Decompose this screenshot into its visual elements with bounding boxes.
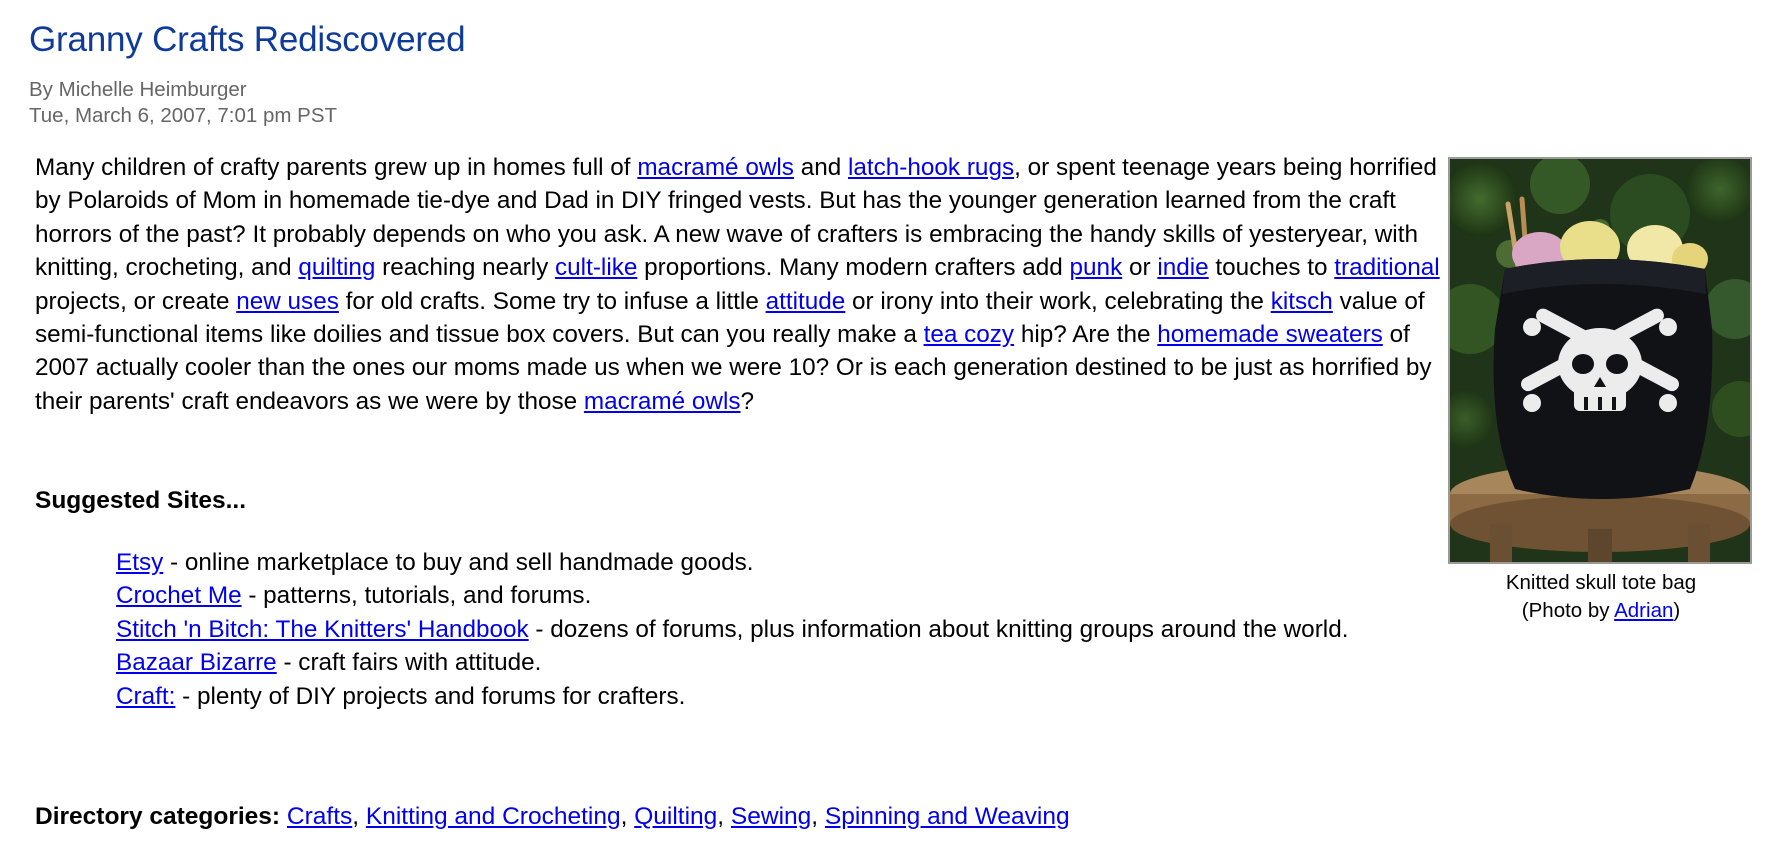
- body-text: reaching nearly: [375, 254, 556, 282]
- suggested-sites-list: [116, 546, 1416, 713]
- body-text: projects, or create: [35, 287, 237, 315]
- body-text: proportions. Many modern crafters add: [637, 254, 1070, 282]
- link-latch-hook-rugs[interactable]: latch-hook rugs: [847, 154, 1015, 181]
- knitted-skull-tote-photo: [1448, 157, 1752, 564]
- publish-date: Tue, March 6, 2007, 7:01 pm PST: [29, 104, 338, 127]
- tote-bag-illustration: [1450, 159, 1750, 562]
- site-description: - patterns, tutorials, and forums.: [241, 582, 592, 610]
- category-separator: ,: [620, 803, 635, 830]
- site-description: - plenty of DIY projects and forums for crafters.: [175, 682, 686, 710]
- site-description: - craft fairs with attitude.: [276, 649, 542, 677]
- body-text: touches to: [1208, 254, 1335, 282]
- link-indie[interactable]: indie: [1157, 254, 1209, 282]
- link-homemade-sweaters[interactable]: homemade sweaters: [1157, 321, 1383, 349]
- link-cult-like[interactable]: cult-like: [555, 254, 638, 282]
- link-tea-cozy[interactable]: tea cozy: [923, 321, 1015, 349]
- body-text: Many children of crafty parents grew up in homes full of: [35, 154, 638, 181]
- body-text: or irony into their work, celebrating the: [845, 287, 1271, 315]
- body-text: ?: [740, 387, 755, 415]
- link-traditional[interactable]: traditional: [1334, 254, 1440, 282]
- category-separator: ,: [717, 803, 731, 830]
- directory-categories: [35, 803, 1070, 831]
- site-description: - online marketplace to buy and sell handmade goods.: [163, 549, 754, 576]
- page-title: Granny Crafts Rediscovered: [29, 20, 466, 59]
- body-text: , or spent teenage years being horrified by Polaroids of Mom in homemade tie-dye and Dad in DIY fringed vests. But has the younger generation learned from the craft horrors of the past? It probably depends on who you ask. A new wave of crafters is embracing the handy skills of yesteryear, with knitting, crocheting, and: [35, 154, 1437, 282]
- category-link-knitting-crocheting[interactable]: Knitting and Crocheting: [365, 803, 621, 830]
- site-link-craft[interactable]: Craft:: [116, 682, 176, 710]
- caption-credit: [1448, 597, 1754, 625]
- body-text: value of semi-functional items like doilies and tissue box covers. But can you really make a: [35, 287, 1425, 349]
- link-attitude[interactable]: attitude: [765, 287, 846, 315]
- category-separator: ,: [352, 803, 366, 830]
- site-link-crochet-me[interactable]: Crochet Me: [116, 582, 242, 610]
- caption-prefix: (Photo by: [1521, 599, 1615, 622]
- site-link-stitch-n-bitch[interactable]: Stitch 'n Bitch: The Knitters' Handbook: [116, 615, 529, 643]
- body-text: and: [793, 154, 848, 181]
- category-link-crafts[interactable]: Crafts: [286, 803, 353, 830]
- site-link-bazaar-bizarre[interactable]: Bazaar Bizarre: [116, 649, 277, 677]
- category-link-quilting[interactable]: Quilting: [634, 803, 718, 830]
- body-text: of 2007 actually cooler than the ones our moms made us when we were 10? Or is each generation destined to be just as horrified by their parents' craft endeavors as we were by those: [35, 321, 1432, 415]
- link-macrame-owls[interactable]: macramé owls: [637, 154, 794, 181]
- link-new-uses[interactable]: new uses: [236, 287, 339, 315]
- body-text: hip? Are the: [1014, 321, 1158, 349]
- author-byline: By Michelle Heimburger: [29, 78, 247, 101]
- site-link-etsy[interactable]: Etsy: [116, 549, 164, 576]
- link-kitsch[interactable]: kitsch: [1270, 287, 1333, 315]
- caption-suffix: ): [1673, 599, 1681, 622]
- category-link-spinning-weaving[interactable]: Spinning and Weaving: [824, 803, 1070, 830]
- site-description: - dozens of forums, plus information about knitting groups around the world.: [528, 615, 1349, 643]
- photo-figure: [1448, 157, 1754, 625]
- link-quilting[interactable]: quilting: [298, 254, 376, 282]
- caption-title: Knitted skull tote bag: [1505, 571, 1697, 594]
- list-item: [116, 579, 1416, 612]
- article-body: [35, 151, 1455, 418]
- link-punk[interactable]: punk: [1069, 254, 1123, 282]
- list-item: [116, 546, 1416, 579]
- directory-label: Directory categories:: [35, 803, 281, 830]
- category-separator: ,: [811, 803, 825, 830]
- photo-caption: [1448, 569, 1754, 625]
- body-text: for old crafts. Some try to infuse a little: [338, 287, 766, 315]
- list-item: [116, 646, 1416, 679]
- suggested-sites-heading: Suggested Sites...: [35, 487, 247, 514]
- body-text: or: [1122, 254, 1158, 282]
- link-macrame-owls-2[interactable]: macramé owls: [583, 387, 741, 415]
- category-link-sewing[interactable]: Sewing: [730, 803, 812, 830]
- list-item: [116, 680, 1416, 713]
- photo-credit-link[interactable]: Adrian: [1614, 599, 1674, 622]
- list-item: [116, 613, 1416, 646]
